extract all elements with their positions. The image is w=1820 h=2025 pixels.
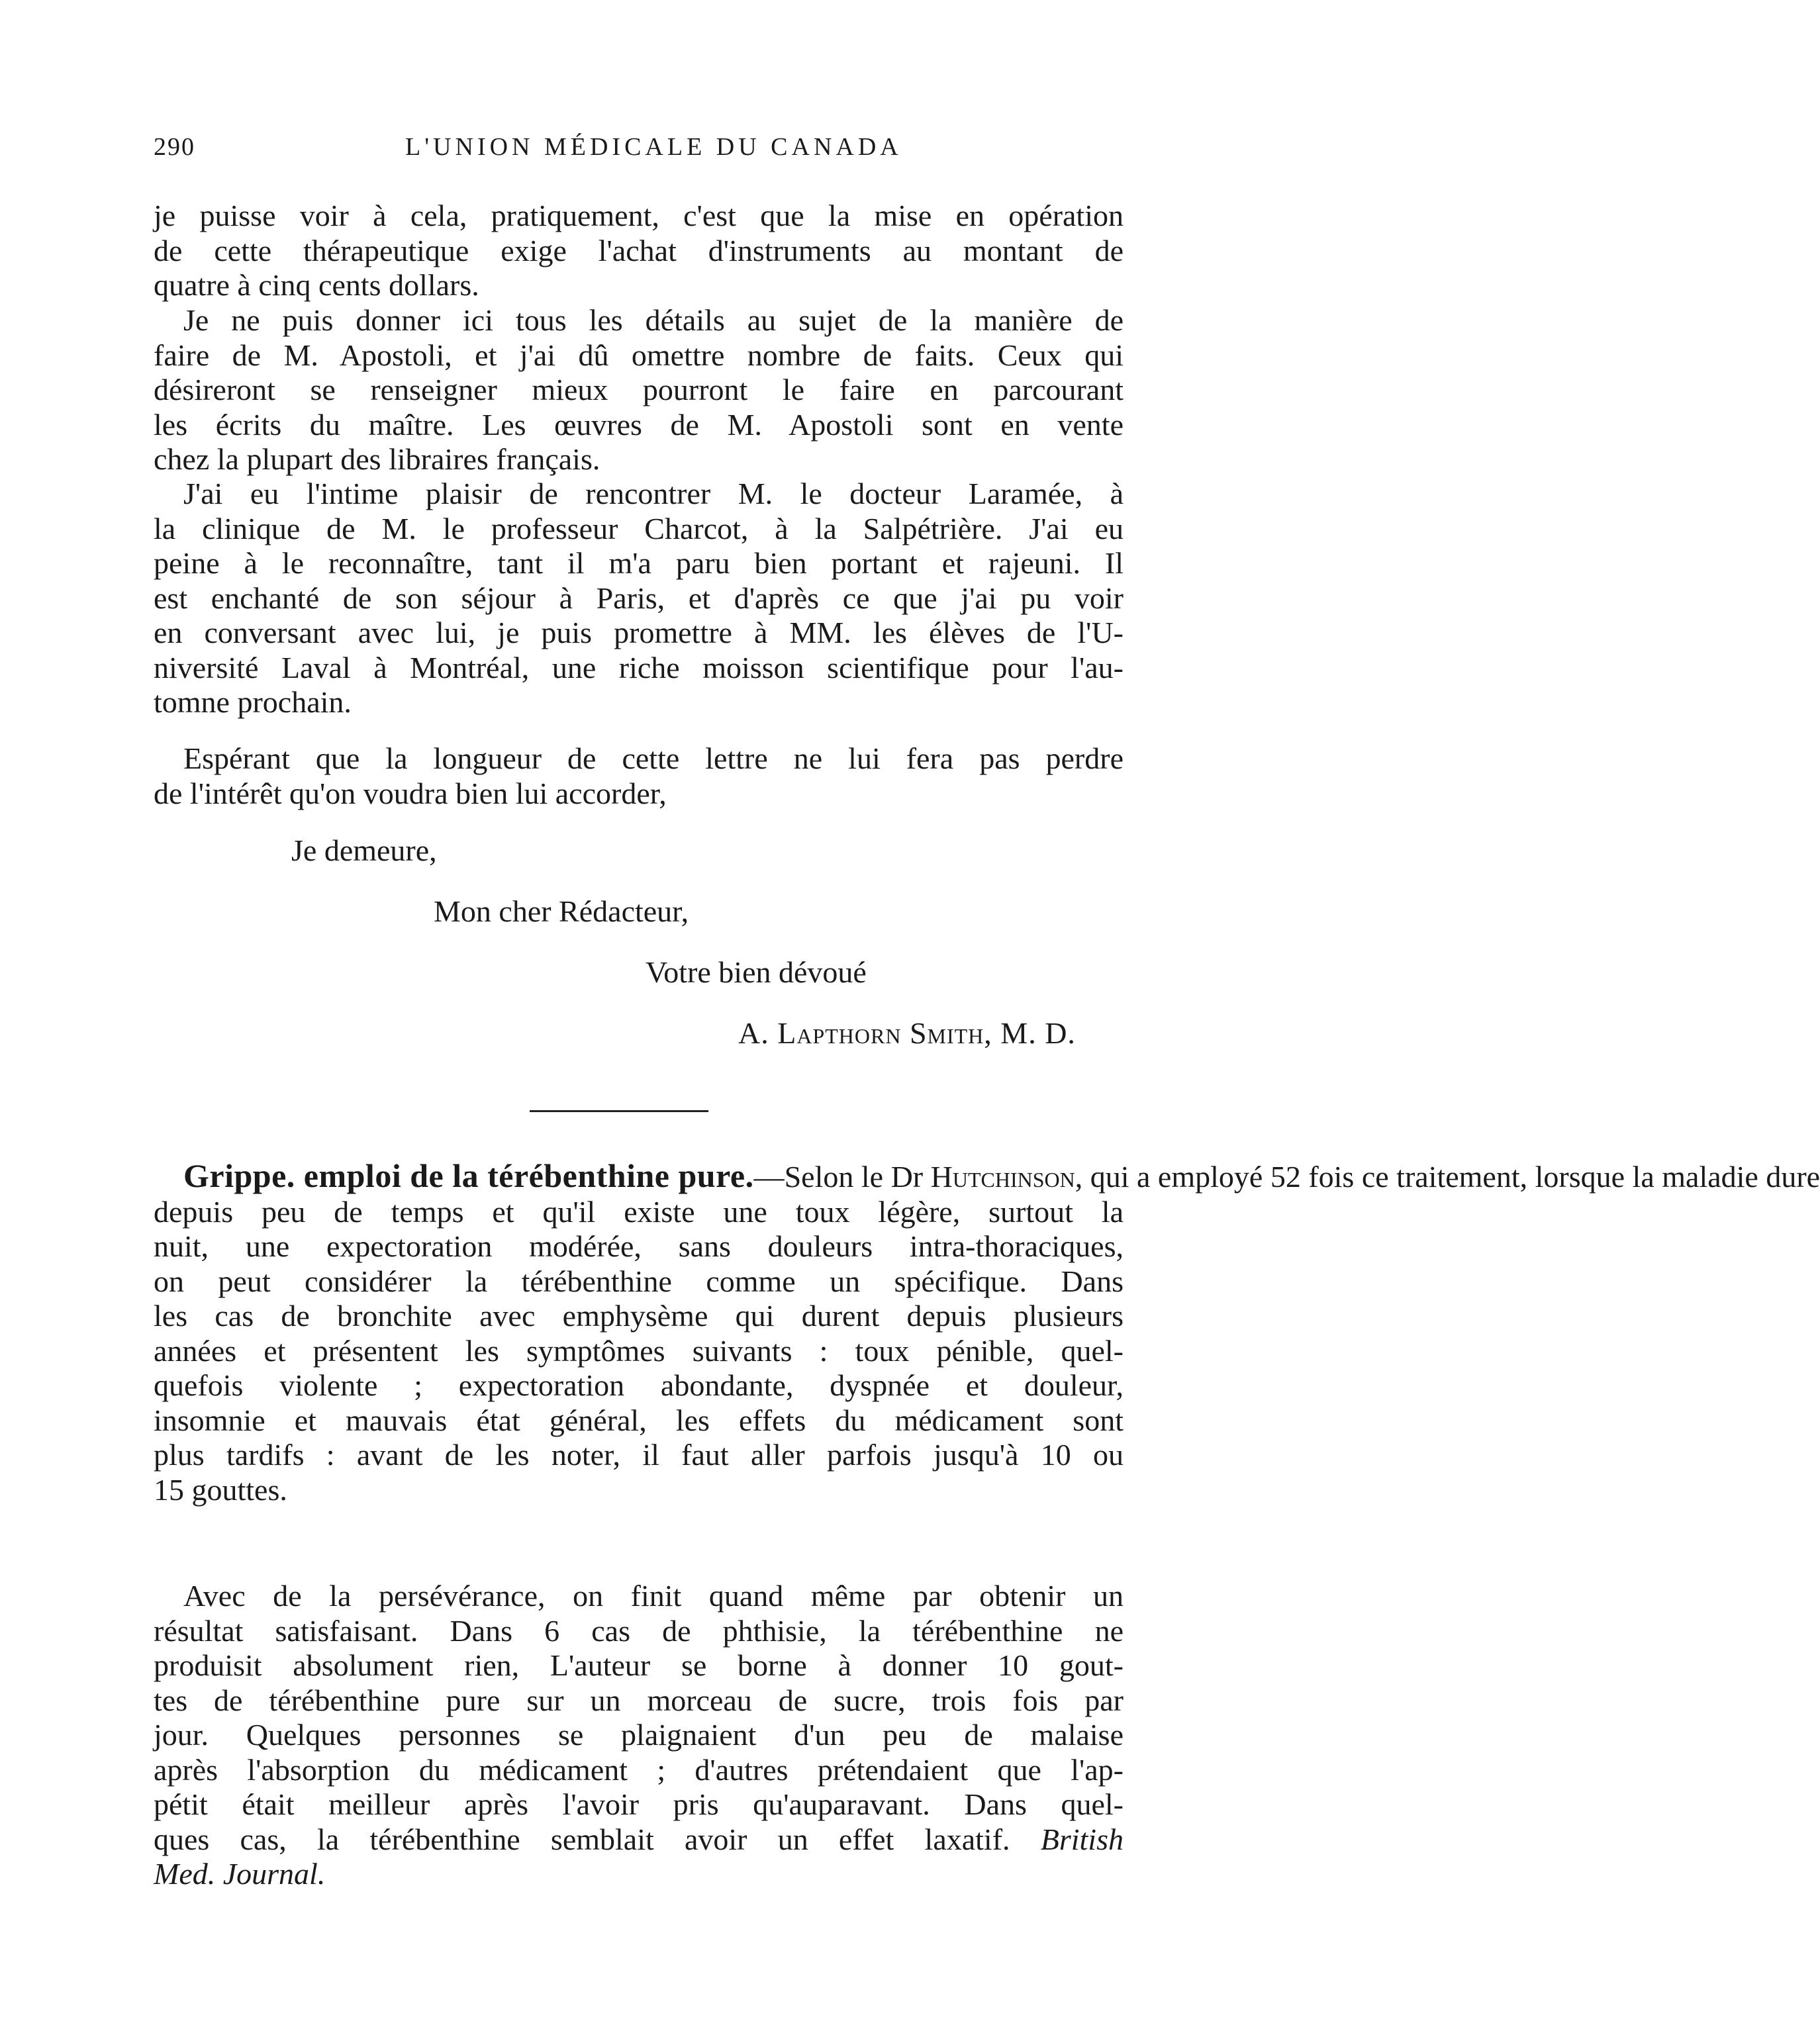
text-line: tes de térébenthine pure sur un morceau de sucre, trois fois par [154,1683,1124,1717]
text-line: quefois violente ; expectoration abondante, dyspnée et douleur, [154,1368,1124,1402]
letter-paragraph-3 [154,477,1124,720]
text-line: niversité Laval à Montréal, une riche moisson scientifique pour l'au- [154,650,1124,684]
letter-paragraph-1 [154,199,1124,303]
text-line: Je ne puis donner ici tous les détails au sujet de la manière de [183,303,1124,337]
text-line: la clinique de M. le professeur Charcot, à la Salpétrière. J'ai eu [154,511,1124,545]
section-divider [530,1110,708,1112]
running-title: L'UNION MÉDICALE DU CANADA [405,133,902,161]
text-line: années et présentent les symptômes suivants : toux pénible, quel- [154,1333,1124,1368]
text-line: depuis peu de temps et qu'il existe une toux légère, surtout la [154,1194,1124,1229]
text-line: est enchanté de son séjour à Paris, et d'après ce que j'ai pu voir [154,581,1124,615]
text-line: désireront se renseigner mieux pourront le faire en parcourant [154,373,1124,406]
letter-paragraph-2 [154,303,1124,477]
closing-line: Je demeure, [291,833,437,867]
source-citation-journal: Med. Journal. [154,1857,326,1891]
text-line: je puisse voir à cela, pratiquement, c'est que la mise en opération [154,199,1124,232]
text-line [154,1822,1124,1858]
article-first-line [154,1157,1820,1195]
closing-regards: Votre bien dévoué [646,955,867,989]
text-line: plus tardifs : avant de les noter, il faut aller parfois jusqu'à 10 ou [154,1438,1124,1472]
text-line: les cas de bronchite avec emphysème qui durent depuis plusieurs [154,1299,1124,1333]
article-first-line-rest: , qui a employé 52 fois ce traitement, lorsque la maladie dure [1075,1160,1820,1194]
text-line: insomnie et mauvais état général, les effets du médicament sont [154,1403,1124,1437]
text-line: peine à le reconnaître, tant il m'a paru bien portant et rajeuni. Il [154,546,1124,580]
text-line: Espérant que la longueur de cette lettre ne lui fera pas perdre [183,741,1124,775]
article-paragraph-1 [154,1157,1820,1507]
signature-text: A. Lapthorn Smith, M. D. [738,1016,1076,1050]
text-line: jour. Quelques personnes se plaignaient d'un peu de malaise [154,1718,1124,1752]
text-line: de l'intérêt qu'on voudra bien lui accorder, [154,776,667,810]
text-line: chez la plupart des libraires français. [154,442,600,476]
text-line: 15 gouttes. [154,1472,287,1507]
signature [738,1015,1076,1051]
text-line: J'ai eu l'intime plaisir de rencontrer M. le docteur Laramée, à [183,477,1124,510]
article-paragraph-2 [154,1579,1124,1892]
text-line: en conversant avec lui, je puis promettre à MM. les élèves de l'U- [154,616,1124,649]
text-line-content: ques cas, la térébenthine semblait avoir un effet laxatif. [154,1822,1041,1856]
text-line: quatre à cinq cents dollars. [154,268,479,302]
text-line: de cette thérapeutique exige l'achat d'instruments au montant de [154,233,1124,267]
text-line: on peut considérer la térébenthine comme un spécifique. Dans [154,1264,1124,1298]
page-header [154,132,1124,172]
text-line: faire de M. Apostoli, et j'ai dû omettre nombre de faits. Ceux qui [154,338,1124,372]
closing-salutation: Mon cher Rédacteur, [434,894,689,928]
letter-paragraph-4 [154,741,1124,811]
text-line: Avec de la persévérance, on finit quand même par obtenir un [183,1579,1124,1613]
source-citation: British [1040,1822,1124,1856]
article-lead-in: —Selon le Dr [753,1160,931,1194]
text-line: après l'absorption du médicament ; d'autres prétendaient que l'ap- [154,1752,1124,1787]
text-line: nuit, une expectoration modérée, sans douleurs intra-thoraciques, [154,1229,1124,1263]
text-line: pétit était meilleur après l'avoir pris qu'auparavant. Dans quel- [154,1787,1124,1821]
text-line: produisit absolument rien, L'auteur se borne à donner 10 gout- [154,1648,1124,1682]
text-line: tomne prochain. [154,685,352,719]
page-number: 290 [154,133,195,161]
article-author: Hutchinson [930,1160,1075,1194]
text-line: les écrits du maître. Les œuvres de M. Apostoli sont en vente [154,407,1124,442]
text-line: résultat satisfaisant. Dans 6 cas de phthisie, la térébenthine ne [154,1613,1124,1648]
article-title: Grippe. emploi de la térébenthine pure. [183,1157,754,1194]
